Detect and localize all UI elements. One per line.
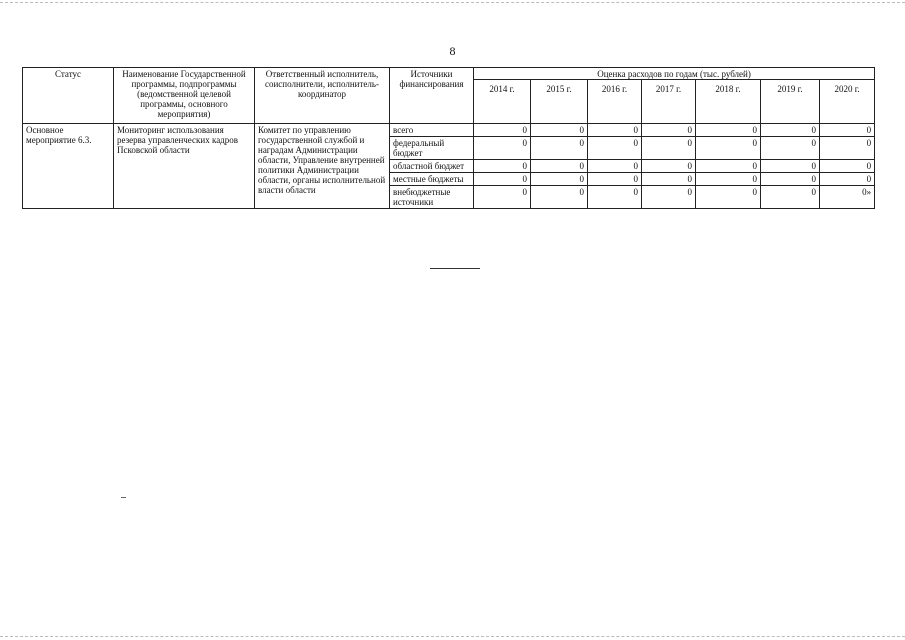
- header-sources: Источники финансирования: [390, 68, 474, 124]
- value-cell: 0: [761, 160, 820, 173]
- value-cell: 0: [474, 173, 531, 186]
- value-cell: 0: [531, 173, 588, 186]
- value-cell: 0: [642, 137, 696, 160]
- header-year-2020: 2020 г.: [820, 80, 875, 124]
- value-cell: 0: [820, 137, 875, 160]
- value-cell: 0: [588, 173, 642, 186]
- scan-speck: [121, 497, 126, 498]
- header-year-2014: 2014 г.: [474, 80, 531, 124]
- value-cell: 0: [642, 124, 696, 137]
- value-cell: 0: [696, 124, 761, 137]
- value-cell: 0: [531, 124, 588, 137]
- value-cell: 0: [474, 124, 531, 137]
- value-cell: 0: [820, 160, 875, 173]
- header-row: [23, 68, 875, 80]
- cell-name: Мониторинг использования резерва управленческих кадров Псковской области: [114, 124, 255, 209]
- value-cell: 0: [761, 124, 820, 137]
- value-cell: 0: [588, 160, 642, 173]
- scan-edge-top: [0, 2, 905, 3]
- value-cell: 0: [588, 137, 642, 160]
- value-cell: 0: [474, 137, 531, 160]
- scan-edge-bottom: [0, 636, 905, 637]
- value-cell: 0: [696, 186, 761, 209]
- header-estimate: Оценка расходов по годам (тыс. рублей): [474, 68, 875, 80]
- source-label-total: всего: [390, 124, 474, 137]
- cell-executor: Комитет по управлению государственной службой и наградам Администрации области, Управление внутренней политики Администрации области, органы исполнительной власти области: [255, 124, 390, 209]
- value-cell: 0: [642, 173, 696, 186]
- value-cell: 0: [761, 186, 820, 209]
- value-cell: 0: [696, 137, 761, 160]
- value-cell: 0: [588, 186, 642, 209]
- header-year-2017: 2017 г.: [642, 80, 696, 124]
- value-cell: 0: [474, 186, 531, 209]
- value-cell: 0: [474, 160, 531, 173]
- header-year-2018: 2018 г.: [696, 80, 761, 124]
- header-year-2019: 2019 г.: [761, 80, 820, 124]
- table-row: [23, 124, 875, 137]
- header-name: Наименование Государственной программы, подпрограммы (ведомственной целевой программы, основного мероприятия): [114, 68, 255, 124]
- value-cell: 0»: [820, 186, 875, 209]
- value-cell: 0: [531, 137, 588, 160]
- value-cell: 0: [820, 173, 875, 186]
- value-cell: 0: [761, 173, 820, 186]
- header-status: Статус: [23, 68, 114, 124]
- header-year-2016: 2016 г.: [588, 80, 642, 124]
- value-cell: 0: [642, 160, 696, 173]
- value-cell: 0: [696, 173, 761, 186]
- cell-status: Основное мероприятие 6.3.: [23, 124, 114, 209]
- source-label-federal: федеральный бюджет: [390, 137, 474, 160]
- value-cell: 0: [531, 160, 588, 173]
- budget-table: [22, 67, 875, 209]
- value-cell: 0: [820, 124, 875, 137]
- source-label-extrabudgetary: внебюджетные источники: [390, 186, 474, 209]
- source-label-regional: областной бюджет: [390, 160, 474, 173]
- page-number: 8: [449, 44, 456, 58]
- separator-line: [430, 268, 480, 269]
- value-cell: 0: [588, 124, 642, 137]
- value-cell: 0: [696, 160, 761, 173]
- value-cell: 0: [761, 137, 820, 160]
- source-label-local: местные бюджеты: [390, 173, 474, 186]
- header-year-2015: 2015 г.: [531, 80, 588, 124]
- value-cell: 0: [531, 186, 588, 209]
- header-executor: Ответственный исполнитель, соисполнители, исполнитель-координатор: [255, 68, 390, 124]
- value-cell: 0: [642, 186, 696, 209]
